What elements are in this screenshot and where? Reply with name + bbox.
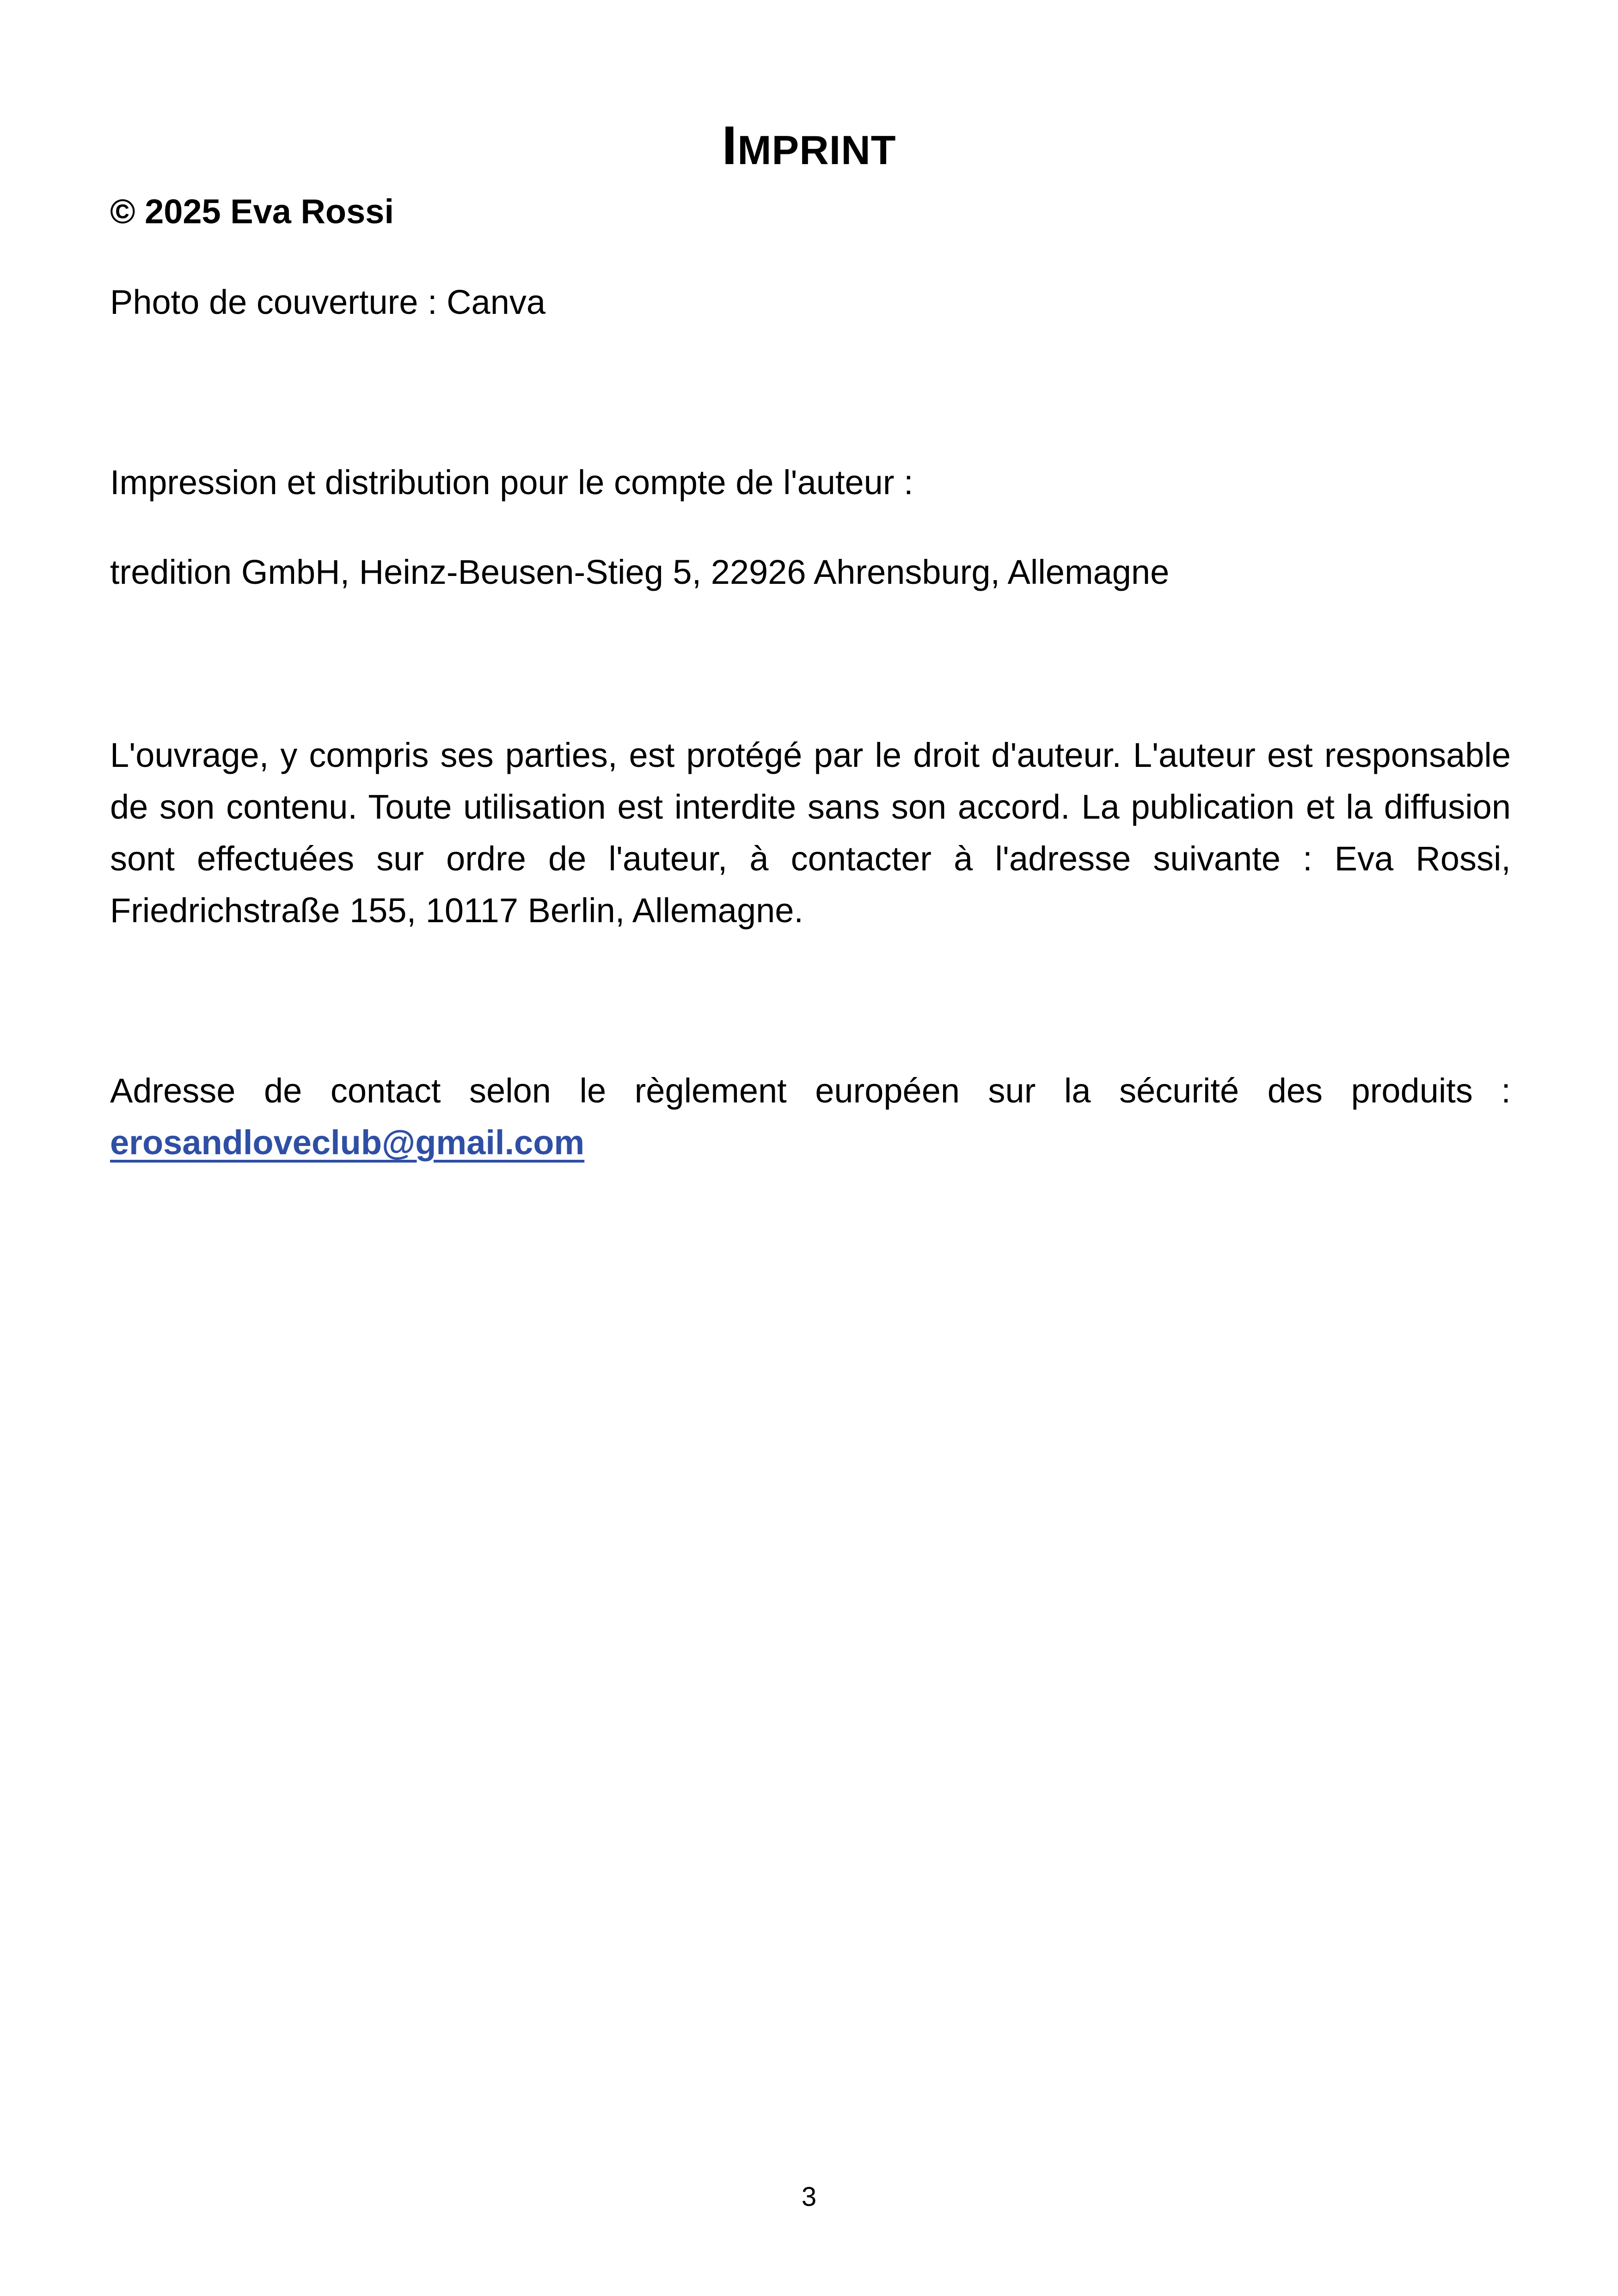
copyright-line: © 2025 Eva Rossi <box>110 192 394 231</box>
title-rest: MPRINT <box>737 127 896 173</box>
cover-photo-credit: Photo de couverture : Canva <box>110 283 546 321</box>
printing-distribution-label: Impression et distribution pour le compte de l'auteur : <box>110 463 913 502</box>
page-number: 3 <box>801 2182 817 2212</box>
publisher-address: tredition GmbH, Heinz-Beusen-Stieg 5, 22926 Ahrensburg, Allemagne <box>110 553 1170 591</box>
page-title <box>0 115 1618 178</box>
contact-label: Adresse de contact selon le règlement européen sur la sécurité des produits : <box>110 1071 1511 1110</box>
title-initial: I <box>722 115 738 176</box>
legal-notice: L'ouvrage, y compris ses parties, est protégé par le droit d'auteur. L'auteur est responsable de son contenu. Toute utilisation est interdite sans son accord. La publication et la diffusion sont effectuées sur ordre de l'auteur, à contacter à l'adresse suivante : Eva Rossi, Friedrichstraße 155, 10117 Berlin, Allemagne. <box>110 736 1511 930</box>
contact-email-link[interactable]: erosandloveclub@gmail.com <box>110 1123 585 1162</box>
contact-paragraph <box>110 1065 1511 1169</box>
